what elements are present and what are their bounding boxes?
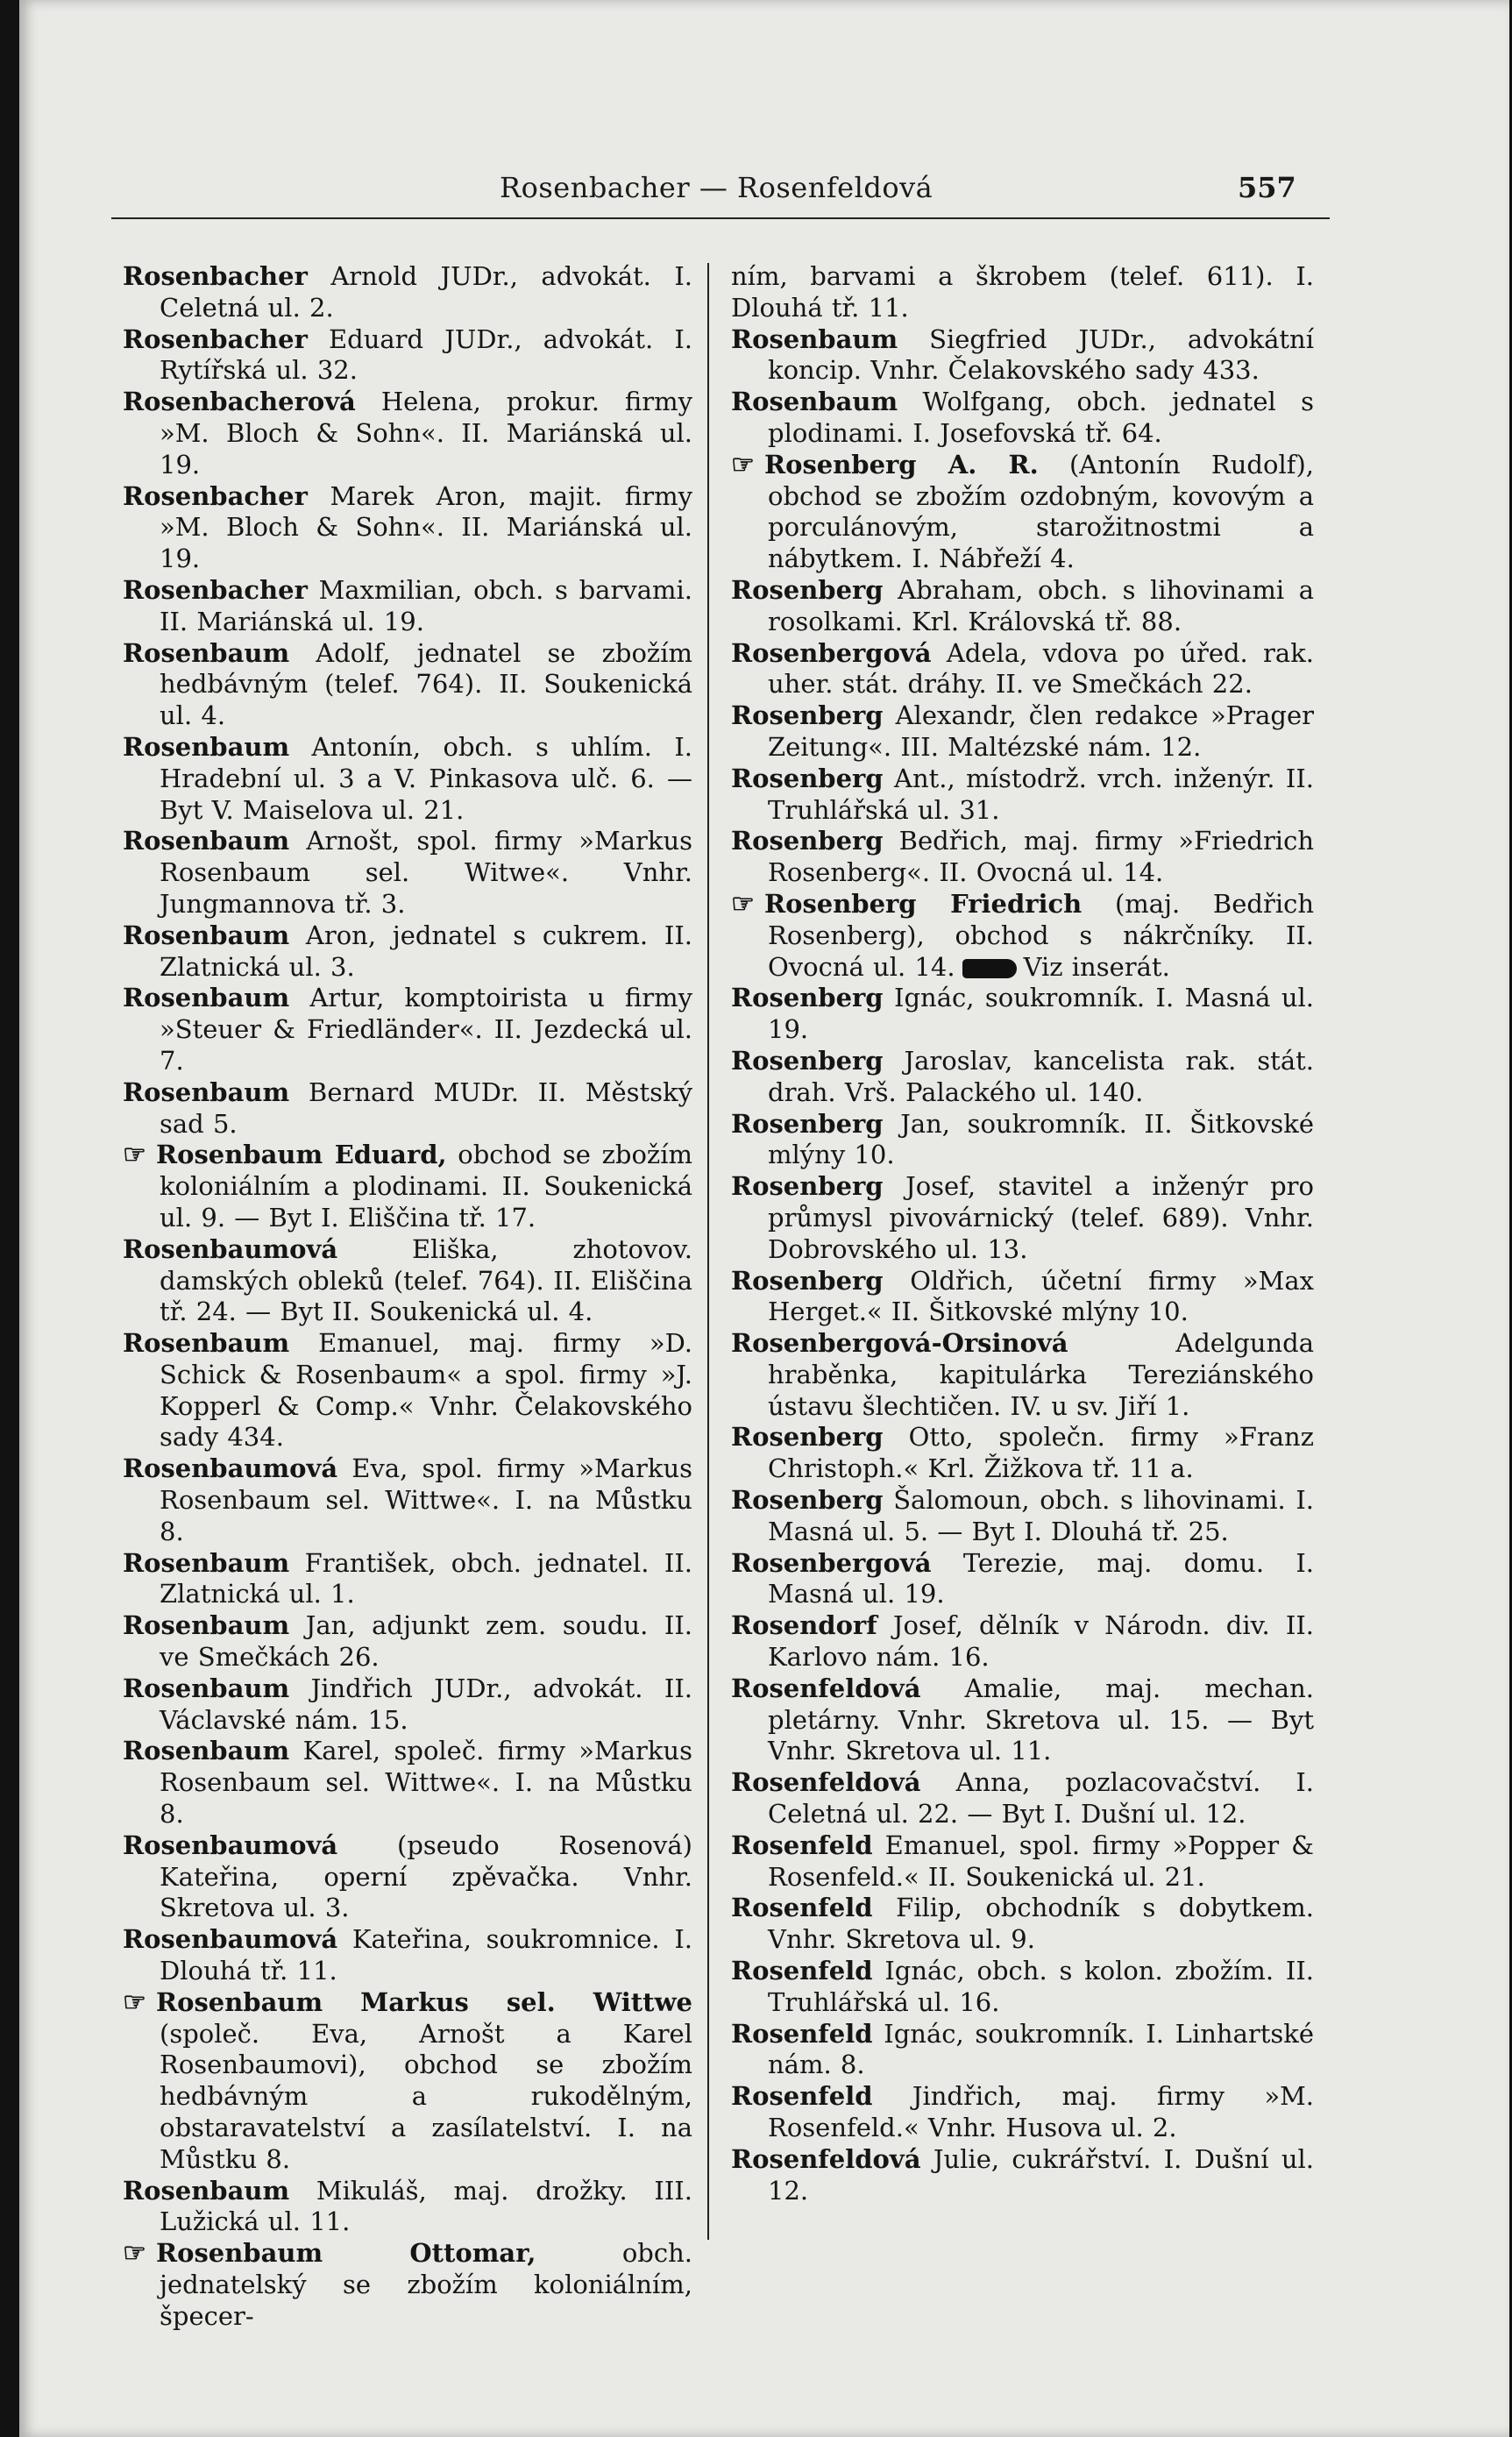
entry-details: Emanuel, maj. firmy »D. Schick & Rosenbaum« a spol. firmy »J. Kopperl & Comp.« Vnhr. Čelakovského sady 434. <box>160 1328 693 1453</box>
entry-name: Rosenbaum <box>123 1076 290 1107</box>
entry-name: Rosenfeldová <box>731 1673 921 1703</box>
directory-entry <box>731 575 1314 638</box>
entry-details: obch. jednatelský se zbožím koloniálním, špecer- <box>160 2238 693 2331</box>
entry-name: Rosenberg <box>731 763 884 793</box>
entry-details: Bedřich, maj. firmy »Friedrich Rosenberg«. II. Ovocná ul. 14. <box>768 826 1315 888</box>
entry-details: Ignác, soukromník. I. Linhartské nám. 8. <box>768 2018 1314 2080</box>
entry-details: Marek Aron, majit. firmy »M. Bloch & Sohn«. II. Mariánská ul. 19. <box>160 480 692 574</box>
directory-entry <box>731 1673 1314 1767</box>
directory-entry <box>123 575 692 638</box>
directory-entry <box>123 1610 692 1673</box>
directory-entry <box>731 2144 1314 2207</box>
directory-entry <box>731 1548 1314 1611</box>
entry-name: Rosenbaum <box>123 1610 290 1641</box>
directory-entry <box>731 700 1314 764</box>
directory-entry <box>731 2081 1314 2144</box>
entry-name: Rosenberg Friedrich <box>764 888 1083 919</box>
entry-details: Filip, obchodník s dobytkem. Vnhr. Skretova ul. 9. <box>768 1893 1314 1955</box>
directory-entry <box>123 826 692 920</box>
directory-entry <box>123 1924 692 1987</box>
directory-entry <box>123 1736 692 1830</box>
directory-entry <box>731 983 1314 1046</box>
directory-entry <box>731 387 1314 450</box>
entry-name: Rosenbaum <box>123 2175 290 2206</box>
directory-entry <box>123 983 692 1076</box>
directory-entry <box>123 2176 692 2239</box>
entry-name: Rosenberg <box>731 983 884 1013</box>
pointing-hand-icon <box>123 2238 156 2270</box>
directory-entry <box>123 1548 692 1611</box>
entry-details: Siegfried JUDr., advokátní koncip. Vnhr. Čelakovského sady 433. <box>768 323 1315 386</box>
entry-name: Rosenbergová-Orsinová <box>731 1328 1068 1359</box>
directory-entry <box>123 732 692 826</box>
directory-entry <box>731 2019 1314 2082</box>
entry-details: Helena, prokur. firmy »M. Bloch & Sohn«. II. Mariánská ul. 19. <box>160 387 692 480</box>
pointing-hand-icon <box>123 1140 156 1171</box>
directory-entry <box>123 1453 692 1547</box>
entry-name: Rosenbaum <box>123 1736 290 1766</box>
entry-name: Rosendorf <box>731 1610 877 1641</box>
directory-entry <box>731 1266 1314 1329</box>
entry-name: Rosenfeld <box>731 1830 873 1860</box>
directory-entry <box>731 1171 1314 1265</box>
directory-entry <box>123 481 692 575</box>
entry-details: Oldřich, účetní firmy »Max Herget.« II. Šitkovské mlýny 10. <box>768 1265 1315 1327</box>
entry-details: Emanuel, spol. firmy »Popper & Rosenfeld.« II. Soukenická ul. 21. <box>768 1830 1314 1892</box>
entry-name: Rosenbaumová <box>123 1924 338 1955</box>
entry-name: Rosenbacher <box>123 480 308 511</box>
entry-name: Rosenbaum <box>123 826 290 856</box>
right-column <box>731 261 1314 2206</box>
entry-name: Rosenbaum <box>123 637 290 668</box>
directory-entry <box>731 261 1314 324</box>
entry-details: Ant., místodrž. vrch. inženýr. II. Truhlářská ul. 31. <box>768 763 1315 825</box>
entry-name: Rosenbaum <box>123 920 290 950</box>
entry-details: Wolfgang, obch. jednatel s plodinami. I. Josefovská tř. 64. <box>768 387 1315 448</box>
entry-name: Rosenbacher <box>123 261 308 291</box>
directory-entry <box>731 826 1314 889</box>
entry-details: Jaroslav, kancelista rak. stát. drah. Vrš. Palackého ul. 140. <box>768 1045 1314 1107</box>
entry-details: Josef, stavitel a inženýr pro průmysl pivovárnický (telef. 689). Vnhr. Dobrovského ul. 13. <box>768 1171 1314 1264</box>
directory-entry <box>123 1673 692 1737</box>
entry-details: Antonín, obch. s uhlím. I. Hradební ul. 3 a V. Pinkasova ulč. 6. — Byt V. Maiselova ul. 21. <box>160 731 693 825</box>
pointing-hand-icon <box>962 959 1017 978</box>
directory-entry <box>123 324 692 387</box>
directory-entry <box>731 1485 1314 1548</box>
entry-details: Šalomoun, obch. s lihovinami. I. Masná ul. 5. — Byt I. Dlouhá tř. 25. <box>768 1485 1314 1546</box>
entry-details: Otto, společn. firmy »Franz Christoph.« Krl. Žižkova tř. 11 a. <box>768 1422 1314 1484</box>
entry-name: Rosenfeld <box>731 2081 873 2112</box>
entry-name: Rosenbergová <box>731 637 932 668</box>
entry-details: (Antonín Rudolf), obchod se zbožím ozdobným, kovovým a porculánovým, starožitnostmi a nábytkem. I. Nábřeží 4. <box>768 449 1314 574</box>
entry-details: Eva, spol. firmy »Markus Rosenbaum sel. Wittwe«. I. na Můstku 8. <box>160 1453 692 1546</box>
entry-name: Rosenberg <box>731 1171 884 1202</box>
entry-details: Jan, adjunkt zem. soudu. II. ve Smečkách 26. <box>160 1610 692 1673</box>
entry-name: Rosenberg <box>731 1422 884 1453</box>
entry-details: Artur, komptoirista u firmy »Steuer & Friedländer«. II. Jezdecká ul. 7. <box>160 983 692 1076</box>
directory-entry <box>731 764 1314 827</box>
header-rule <box>111 217 1330 219</box>
entry-name: Rosenbacher <box>123 323 308 354</box>
entry-name: Rosenberg <box>731 1108 884 1139</box>
entry-details: Maxmilian, obch. s barvami. II. Mariánská ul. 19. <box>160 574 692 636</box>
directory-entry <box>123 1140 692 1233</box>
entry-name: Rosenfeldová <box>731 2143 921 2174</box>
directory-entry <box>123 261 692 324</box>
entry-details: Adela, vdova po úřed. rak. uher. stát. dráhy. II. ve Smečkách 22. <box>768 637 1315 700</box>
directory-entry <box>123 1830 692 1924</box>
directory-entry <box>731 450 1314 575</box>
directory-entry <box>731 1830 1314 1893</box>
page-number: 557 <box>1238 171 1296 204</box>
directory-entry <box>123 1077 692 1140</box>
entry-details: Aron, jednatel s cukrem. II. Zlatnická ul. 3. <box>160 920 692 982</box>
entry-details: Anna, pozlacovačství. I. Celetná ul. 22. — Byt I. Dušní ul. 12. <box>768 1767 1315 1830</box>
entry-name: Rosenfeld <box>731 1956 873 1986</box>
pointing-hand-icon <box>123 1987 156 2019</box>
page-header <box>19 171 1509 215</box>
entry-name: Rosenbaum <box>123 1328 290 1359</box>
directory-entry <box>123 387 692 480</box>
directory-entry <box>731 1422 1314 1485</box>
entry-name: Rosenbaumová <box>123 1233 338 1264</box>
entry-name: Rosenbaum <box>123 731 290 762</box>
directory-entry <box>731 324 1314 387</box>
entry-note: Viz inserát. <box>1023 951 1170 982</box>
entry-name: Rosenbaumová <box>123 1453 338 1484</box>
entry-details: Josef, dělník v Národn. div. II. Karlovo nám. 16. <box>768 1610 1315 1673</box>
entry-details: Julie, cukrářství. I. Dušní ul. 12. <box>768 2143 1314 2206</box>
directory-entry <box>123 1987 692 2176</box>
entry-details: (pseudo Rosenová) Kateřina, operní zpěvačka. Vnhr. Skretova ul. 3. <box>160 1830 692 1923</box>
entry-name: Rosenberg <box>731 1485 884 1516</box>
entry-name: Rosenbaum <box>123 983 290 1013</box>
entry-details: Karel, společ. firmy »Markus Rosenbaum sel. Wittwe«. I. na Můstku 8. <box>160 1736 692 1830</box>
entry-details: Jindřich JUDr., advokát. II. Václavské nám. 15. <box>160 1673 693 1735</box>
directory-entry <box>123 1234 692 1328</box>
entry-name: Rosenbaum <box>731 387 898 417</box>
entry-name: Rosenberg <box>731 574 884 605</box>
directory-entry <box>123 1328 692 1453</box>
directory-entry <box>123 638 692 732</box>
entry-name: Rosenbaum Eduard, <box>156 1140 447 1170</box>
entry-name: Rosenbaumová <box>123 1830 338 1860</box>
entry-details: Adelgunda hraběnka, kapitulárka Tereziánského ústavu šlechtičen. IV. u sv. Jiří 1. <box>768 1328 1314 1421</box>
entry-name: Rosenbacherová <box>123 387 356 417</box>
pointing-hand-icon <box>731 889 764 920</box>
left-column <box>123 261 692 2333</box>
entry-name: Rosenbaum <box>123 1673 290 1703</box>
directory-entry <box>731 1109 1314 1172</box>
entry-details: obchod se zbožím koloniálním a plodinami. II. Soukenická ul. 9. — Byt I. Eliščina tř. 17. <box>160 1140 692 1233</box>
directory-entry <box>731 1893 1314 1956</box>
directory-entry <box>731 1956 1314 2019</box>
directory-entry <box>123 2238 692 2332</box>
directory-entry <box>731 889 1314 983</box>
entry-name: Rosenberg <box>731 1265 884 1296</box>
entry-name: Rosenfeld <box>731 2018 873 2049</box>
entry-details: Abraham, obch. s lihovinami a rosolkami. Krl. Královská tř. 88. <box>768 574 1314 636</box>
running-title: Rosenbacher — Rosenfeldová <box>500 171 933 204</box>
entry-details: Eliška, zhotovov. damských obleků (telef. 764). II. Eliščina tř. 24. — Byt II. Soukenická ul. 4. <box>160 1233 693 1327</box>
column-divider <box>707 263 709 2240</box>
entry-details: Eduard JUDr., advokát. I. Rytířská ul. 32. <box>160 323 692 386</box>
entry-name: Rosenberg <box>731 700 884 731</box>
directory-page <box>19 0 1509 2437</box>
entry-name: Rosenbaum Ottomar, <box>156 2238 536 2269</box>
entry-details: Adolf, jednatel se zbožím hedbávným (telef. 764). II. Soukenická ul. 4. <box>160 637 692 731</box>
entry-name: Rosenbacher <box>123 574 308 605</box>
entry-details: Mikuláš, maj. drožky. III. Lužická ul. 11. <box>160 2175 692 2237</box>
directory-entry <box>731 1046 1314 1109</box>
entry-name: Rosenbaum <box>123 1547 290 1578</box>
directory-entry <box>731 638 1314 701</box>
entry-details: Alexandr, člen redakce »Prager Zeitung«. III. Maltézské nám. 12. <box>768 700 1314 762</box>
entry-details: Ignác, soukromník. I. Masná ul. 19. <box>768 983 1315 1045</box>
directory-entry <box>731 1328 1314 1422</box>
directory-entry <box>123 920 692 984</box>
entry-name: Rosenfeldová <box>731 1767 921 1798</box>
directory-entry <box>731 1610 1314 1673</box>
entry-details: (společ. Eva, Arnošt a Karel Rosenbaumovi), obchod se zbožím hedbávným a rukodělným, obstaravatelství a zasílatelství. I. na Můstku 8. <box>160 2018 692 2174</box>
entry-details: Ignác, obch. s kolon. zbožím. II. Truhlářská ul. 16. <box>768 1956 1315 2017</box>
entry-details: Arnold JUDr., advokát. I. Celetná ul. 2. <box>160 261 692 323</box>
entry-name: Rosenberg <box>731 1045 884 1076</box>
entry-details: (maj. Bedřich Rosenberg), obchod s nákrčníky. II. Ovocná ul. 14. <box>768 888 1315 982</box>
entry-details: Jan, soukromník. II. Šitkovské mlýny 10. <box>768 1108 1314 1170</box>
entry-name: Rosenberg <box>731 826 884 856</box>
entry-details: Jindřich, maj. firmy »M. Rosenfeld.« Vnhr. Husova ul. 2. <box>768 2081 1314 2143</box>
pointing-hand-icon <box>731 450 764 481</box>
entry-name: Rosenfeld <box>731 1893 873 1923</box>
entry-name: Rosenbaum <box>731 323 898 354</box>
entry-details: Amalie, maj. mechan. pletárny. Vnhr. Skretova ul. 15. — Byt Vnhr. Skretova ul. 11. <box>768 1673 1314 1766</box>
entry-details: Bernard MUDr. II. Městský sad 5. <box>160 1076 693 1139</box>
entry-details: Terezie, maj. domu. I. Masná ul. 19. <box>768 1547 1314 1609</box>
entry-name: Rosenbaum Markus sel. Wittwe <box>156 1986 692 2017</box>
entry-details: Kateřina, soukromnice. I. Dlouhá tř. 11. <box>160 1924 692 1986</box>
entry-name: Rosenberg A. R. <box>764 449 1039 480</box>
entry-details: František, obch. jednatel. II. Zlatnická ul. 1. <box>160 1547 693 1609</box>
entry-details: Arnošt, spol. firmy »Markus Rosenbaum sel. Witwe«. Vnhr. Jungmannova tř. 3. <box>160 826 692 919</box>
entry-name: Rosenbergová <box>731 1547 932 1578</box>
entry-details: ním, barvami a škrobem (telef. 611). I. Dlouhá tř. 11. <box>731 261 1314 323</box>
directory-entry <box>731 1767 1314 1830</box>
